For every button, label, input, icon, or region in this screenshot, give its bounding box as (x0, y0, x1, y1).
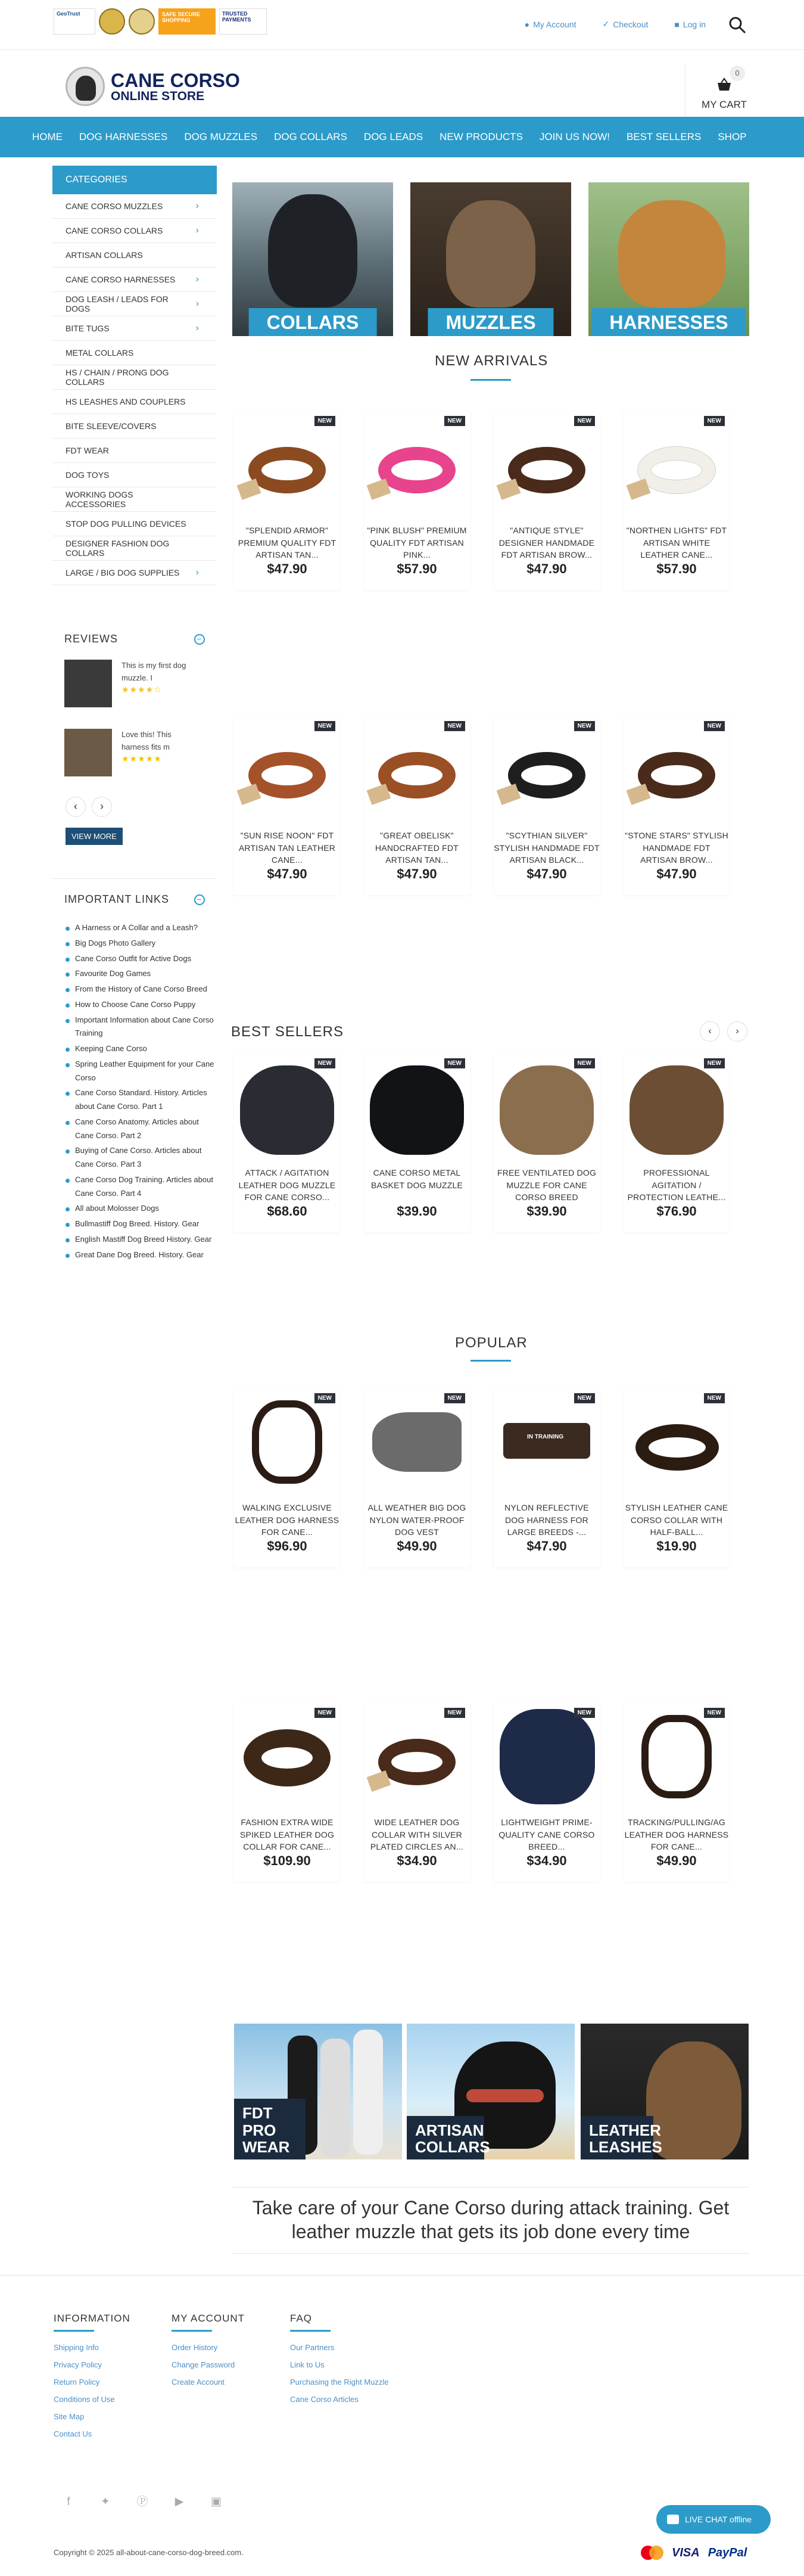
title-underline (290, 2330, 331, 2332)
product-price: $47.90 (526, 866, 567, 881)
product-price: $57.90 (397, 561, 437, 576)
next-arrow-icon[interactable]: › (727, 1021, 747, 1042)
product-image[interactable] (234, 411, 340, 517)
rating-stars: ★★★★☆ (121, 684, 162, 694)
search-icon[interactable] (728, 15, 747, 35)
important-link[interactable]: Cane Corso Dog Training. Articles about Cane Corso. Part 4 (66, 1173, 217, 1201)
product-card[interactable] (494, 1054, 600, 1232)
footer-link[interactable]: Contact Us (54, 2429, 92, 2438)
banner-label: MUZZLES (428, 308, 553, 336)
product-name[interactable]: FASHION EXTRA WIDE SPIKED LEATHER DOG COLLAR FOR CANE... (239, 1817, 335, 1852)
new-badge: NEW (574, 1393, 595, 1403)
mastercard-icon (641, 2546, 663, 2560)
product-image[interactable] (494, 411, 600, 517)
product-image[interactable] (494, 1054, 600, 1160)
category-item[interactable] (52, 365, 217, 390)
product-name[interactable]: STYLISH LEATHER CANE CORSO COLLAR WITH HALF-BALL... (625, 1503, 728, 1537)
product-name[interactable]: "STONE STARS" STYLISH HANDMADE FDT ARTISAN BROW... (625, 831, 728, 865)
important-link[interactable]: Buying of Cane Corso. Articles about Cane Corso. Part 3 (66, 1144, 217, 1172)
product-image[interactable] (364, 716, 470, 822)
product-image[interactable] (494, 1388, 600, 1494)
important-link[interactable]: Great Dane Dog Breed. History. Gear (66, 1248, 217, 1262)
main-nav (0, 117, 804, 157)
product-price: $34.90 (526, 1853, 567, 1868)
paypal-logo: PayPal (708, 2546, 747, 2559)
important-links-section (52, 878, 217, 1261)
title-underline (54, 2330, 94, 2332)
product-name[interactable]: NYLON REFLECTIVE DOG HARNESS FOR LARGE BREEDS -... (504, 1503, 589, 1537)
chevron-right-icon[interactable]: › (195, 225, 199, 235)
product-card[interactable] (624, 411, 730, 590)
product-card[interactable] (494, 1388, 600, 1567)
nav-dog-harnesses[interactable]: DOG HARNESSES (79, 131, 168, 142)
banner-label: COLLARS (249, 308, 377, 336)
category-item[interactable] (52, 439, 217, 463)
category-item[interactable] (52, 316, 217, 341)
best-sellers-arrows (700, 1021, 747, 1042)
category-item[interactable] (52, 194, 217, 219)
basket-icon (716, 77, 732, 92)
important-link[interactable]: From the History of Cane Corso Breed (66, 983, 217, 996)
logo-subtitle: ONLINE STORE (111, 89, 205, 103)
product-price: $47.90 (656, 866, 697, 881)
footer-column-title: MY ACCOUNT (172, 2313, 245, 2324)
product-image[interactable] (364, 1388, 470, 1494)
new-badge: NEW (314, 1393, 335, 1403)
title-underline (470, 1360, 511, 1362)
product-price: $39.90 (526, 1204, 567, 1219)
product-card[interactable] (234, 1703, 340, 1882)
promo-label: ARTISAN COLLARS (407, 2116, 484, 2159)
product-price: $68.60 (267, 1204, 307, 1219)
product-name[interactable]: "PINK BLUSH" PREMIUM QUALITY FDT ARTISAN PINK... (367, 526, 467, 560)
category-item[interactable] (52, 390, 217, 414)
category-item[interactable] (52, 463, 217, 487)
product-name[interactable]: PROFESSIONAL AGITATION / PROTECTION LEATHE... (627, 1168, 726, 1202)
category-item[interactable] (52, 292, 217, 316)
vest-label: IN TRAINING (527, 1434, 564, 1440)
copyright-text: Copyright © 2025 all-about-cane-corso-dog-breed.com. (54, 2548, 244, 2557)
promo-leather-leashes[interactable] (581, 2024, 749, 2159)
footer-faq (290, 2313, 388, 2408)
product-name[interactable]: "SUN RISE NOON" FDT ARTISAN TAN LEATHER CANE... (238, 831, 336, 865)
category-label: FDT WEAR (66, 445, 109, 455)
footer-link[interactable]: Site Map (54, 2412, 85, 2421)
new-badge: NEW (444, 1393, 465, 1403)
youtube-icon[interactable]: ▶ (174, 2496, 184, 2508)
social-links (62, 2496, 223, 2509)
product-name[interactable]: ATTACK / AGITATION LEATHER DOG MUZZLE FOR CANE CORSO... (238, 1168, 336, 1202)
product-price: $49.90 (397, 1539, 437, 1553)
nav-home[interactable]: HOME (32, 131, 63, 142)
product-name[interactable]: "ANTIQUE STYLE" DESIGNER HANDMADE FDT ARTISAN BROW... (498, 526, 595, 560)
instagram-icon[interactable]: ▣ (211, 2496, 222, 2508)
product-card[interactable] (364, 1054, 470, 1232)
product-card[interactable] (624, 1388, 730, 1567)
product-image[interactable] (234, 1054, 340, 1160)
login-link[interactable] (674, 19, 706, 29)
sidebar (52, 166, 217, 1263)
category-label: CANE CORSO COLLARS (66, 225, 163, 235)
footer-link[interactable]: Return Policy (54, 2378, 100, 2387)
footer-link[interactable]: Create Account (172, 2378, 225, 2387)
important-link[interactable]: Cane Corso Outfit for Active Dogs (66, 952, 217, 966)
banner-label: HARNESSES (591, 308, 746, 336)
product-price: $47.90 (267, 561, 307, 576)
new-badge: NEW (314, 1708, 335, 1718)
product-card[interactable] (364, 1388, 470, 1567)
category-label: HS / CHAIN / PRONG DOG COLLARS (66, 367, 169, 387)
top-bar (0, 0, 804, 50)
product-name[interactable]: TRACKING/PULLING/AG LEATHER DOG HARNESS FOR CANE... (624, 1817, 729, 1852)
new-badge: NEW (314, 721, 335, 731)
new-badge: NEW (444, 1708, 465, 1718)
chevron-right-icon[interactable]: › (195, 567, 199, 577)
new-badge: NEW (444, 1058, 465, 1068)
footer-link[interactable]: Conditions of Use (54, 2395, 115, 2404)
nav-join-us[interactable]: JOIN US NOW! (539, 131, 610, 142)
review-item[interactable] (52, 729, 217, 776)
important-link[interactable]: Cane Corso Standard. History. Articles about Cane Corso. Part 1 (66, 1086, 217, 1114)
product-price: $19.90 (656, 1539, 697, 1553)
category-item[interactable] (52, 414, 217, 439)
chevron-right-icon[interactable]: › (195, 322, 199, 333)
product-card[interactable] (494, 1703, 600, 1882)
product-image[interactable] (494, 716, 600, 822)
footer-information (54, 2313, 130, 2443)
my-account-link[interactable] (525, 19, 576, 29)
nav-new-products[interactable]: NEW PRODUCTS (440, 131, 523, 142)
login-label: Log in (683, 19, 706, 29)
footer-column-title: FAQ (290, 2313, 313, 2324)
chevron-right-icon[interactable]: › (195, 274, 199, 284)
cart-widget[interactable] (685, 66, 762, 117)
prev-arrow-icon[interactable]: ‹ (700, 1021, 720, 1042)
payment-logos (641, 2546, 747, 2560)
product-price: $109.90 (263, 1853, 311, 1868)
product-image[interactable] (624, 1388, 730, 1494)
review-item[interactable] (52, 660, 217, 707)
new-badge: NEW (704, 1393, 725, 1403)
new-badge: NEW (704, 416, 725, 426)
new-badge: NEW (704, 721, 725, 731)
category-banners (232, 182, 749, 336)
product-name[interactable]: "GREAT OBELISK" HANDCRAFTED FDT ARTISAN TAN... (375, 831, 459, 865)
product-card[interactable] (364, 411, 470, 590)
product-price: $96.90 (267, 1539, 307, 1553)
collapse-icon[interactable]: − (194, 634, 205, 645)
chevron-right-icon[interactable]: › (195, 200, 199, 211)
category-item[interactable] (52, 561, 217, 585)
category-label: ARTISAN COLLARS (66, 250, 143, 260)
new-arrivals-title: NEW ARRIVALS (435, 353, 549, 369)
product-card[interactable] (234, 1388, 340, 1567)
category-item[interactable] (52, 243, 217, 268)
product-card[interactable] (494, 716, 600, 895)
important-links-list (52, 921, 217, 1261)
safe-shopping-badge: SAFE SECURE SHOPPING (158, 8, 216, 35)
important-link[interactable]: Important Information about Cane Corso Training (66, 1014, 217, 1041)
promo-fdt-pro-wear[interactable] (234, 2024, 402, 2159)
geotrust-badge: GeoTrust (54, 8, 95, 35)
product-image[interactable] (624, 716, 730, 822)
footer-link[interactable]: Change Password (172, 2360, 235, 2369)
facebook-icon[interactable]: f (67, 2496, 70, 2508)
new-badge: NEW (314, 1058, 335, 1068)
important-link[interactable]: Spring Leather Equipment for your Cane Corso (66, 1058, 217, 1085)
my-account-label: My Account (533, 19, 576, 29)
new-badge: NEW (574, 416, 595, 426)
nav-best-sellers[interactable]: BEST SELLERS (626, 131, 702, 142)
nav-shop[interactable]: SHOP (718, 131, 747, 142)
dog-logo-icon (66, 67, 105, 106)
category-item[interactable] (52, 219, 217, 243)
product-name[interactable]: "SPLENDID ARMOR" PREMIUM QUALITY FDT ARTISAN TAN... (238, 526, 336, 560)
important-link[interactable]: English Mastiff Dog Breed History. Gear (66, 1233, 217, 1247)
important-link[interactable]: Keeping Cane Corso (66, 1042, 217, 1056)
important-link[interactable]: Big Dogs Photo Gallery (66, 937, 217, 950)
product-image[interactable] (624, 1703, 730, 1809)
reviews-section (52, 633, 217, 845)
lock-icon: ■ (674, 19, 680, 29)
product-name[interactable]: FREE VENTILATED DOG MUZZLE FOR CANE CORSO BREED (497, 1168, 597, 1202)
category-label: HS LEASHES AND COUPLERS (66, 396, 186, 406)
product-card[interactable] (624, 1054, 730, 1232)
seal-badge (99, 8, 125, 35)
seal-badge-2 (129, 8, 155, 35)
footer-link[interactable]: Order History (172, 2343, 218, 2352)
nav-dog-collars[interactable]: DOG COLLARS (274, 131, 347, 142)
trusted-payments-badge: TRUSTED PAYMENTS (219, 8, 267, 35)
important-link[interactable]: Favourite Dog Games (66, 967, 217, 981)
category-label: CANE CORSO HARNESSES (66, 274, 176, 284)
cart-label: MY CART (702, 99, 747, 110)
product-card[interactable] (234, 1054, 340, 1232)
product-card[interactable] (624, 716, 730, 895)
category-label: DOG TOYS (66, 470, 110, 480)
categories-header: CATEGORIES (52, 166, 217, 194)
product-price: $34.90 (397, 1853, 437, 1868)
promo-label: LEATHER LEASHES (581, 2116, 653, 2159)
footer-my-account (172, 2313, 245, 2391)
important-link[interactable]: All about Molosser Dogs (66, 1202, 217, 1216)
checkout-link[interactable] (602, 19, 648, 29)
product-image[interactable] (234, 1703, 340, 1809)
new-badge: NEW (574, 1708, 595, 1718)
review-text: Love this! This harness fits m (121, 730, 172, 751)
new-badge: NEW (314, 416, 335, 426)
user-icon: ● (524, 19, 530, 29)
trust-badges (54, 8, 267, 35)
review-text: This is my first dog muzzle. I (121, 661, 186, 682)
new-badge: NEW (574, 1058, 595, 1068)
category-label: DESIGNER FASHION DOG COLLARS (66, 538, 170, 558)
important-link[interactable]: Bullmastiff Dog Breed. History. Gear (66, 1217, 217, 1231)
product-name[interactable]: ALL WEATHER BIG DOG NYLON WATER-PROOF DOG VEST (367, 1503, 466, 1537)
category-label: BITE SLEEVE/COVERS (66, 421, 157, 431)
important-link[interactable]: How to Choose Cane Corso Puppy (66, 998, 217, 1012)
muzzles-banner[interactable] (410, 182, 571, 336)
new-badge: NEW (574, 721, 595, 731)
nav-dog-muzzles[interactable]: DOG MUZZLES (184, 131, 258, 142)
product-image[interactable] (234, 1388, 340, 1494)
product-price: $47.90 (267, 866, 307, 881)
product-image[interactable] (364, 1054, 470, 1160)
product-price: $49.90 (656, 1853, 697, 1868)
prev-arrow-icon[interactable]: ‹ (66, 797, 86, 817)
best-sellers-title: BEST SELLERS (231, 1024, 344, 1040)
live-chat-button[interactable] (656, 2505, 771, 2534)
footer-link[interactable]: Our Partners (290, 2343, 335, 2352)
category-label: WORKING DOGS ACCESSORIES (66, 489, 133, 509)
twitter-icon[interactable]: ✦ (101, 2496, 110, 2508)
product-image[interactable] (364, 1703, 470, 1809)
new-badge: NEW (444, 721, 465, 731)
footer-link[interactable]: Link to Us (290, 2360, 325, 2369)
category-label: METAL COLLARS (66, 347, 134, 358)
reviews-title: REVIEWS (64, 633, 119, 645)
category-item[interactable] (52, 268, 217, 292)
product-name[interactable]: "SCYTHIAN SILVER" STYLISH HANDMADE FDT ARTISAN BLACK... (494, 831, 600, 865)
visa-logo: VISA (672, 2546, 700, 2559)
live-chat-label: LIVE CHAT offline (685, 2515, 752, 2524)
review-thumbnail (64, 660, 112, 707)
product-card[interactable] (364, 1703, 470, 1882)
product-price: $76.90 (656, 1204, 697, 1219)
product-card[interactable] (234, 716, 340, 895)
important-link[interactable]: Cane Corso Anatomy. Articles about Cane Corso. Part 2 (66, 1115, 217, 1143)
category-item[interactable] (52, 341, 217, 365)
category-label: BITE TUGS (66, 323, 110, 333)
category-label: DOG LEASH / LEADS FOR DOGS (66, 294, 169, 313)
view-more-button[interactable]: VIEW MORE (66, 828, 123, 845)
new-badge: NEW (704, 1708, 725, 1718)
product-price: $47.90 (526, 1539, 567, 1553)
promo-label: FDT PRO WEAR (234, 2099, 306, 2159)
category-list (52, 194, 217, 585)
chevron-right-icon[interactable]: › (195, 298, 199, 309)
product-image[interactable] (364, 411, 470, 517)
account-links (525, 19, 706, 29)
product-image[interactable] (624, 1054, 730, 1160)
product-price: $47.90 (397, 866, 437, 881)
footer-column-title: INFORMATION (54, 2313, 130, 2324)
product-image[interactable] (234, 716, 340, 822)
next-arrow-icon[interactable]: › (92, 797, 112, 817)
title-underline (470, 379, 511, 381)
product-name[interactable]: WIDE LEATHER DOG COLLAR WITH SILVER PLATED CIRCLES AN... (370, 1817, 464, 1852)
rating-stars: ★★★★★ (121, 753, 162, 763)
site-logo[interactable] (66, 67, 240, 106)
category-label: CANE CORSO MUZZLES (66, 201, 163, 211)
logo-title: CANE CORSO (111, 69, 240, 91)
harnesses-banner[interactable] (588, 182, 749, 336)
product-card[interactable] (624, 1703, 730, 1882)
important-link[interactable]: A Harness or A Collar and a Leash? (66, 921, 217, 935)
check-icon: ✓ (602, 19, 610, 29)
category-label: STOP DOG PULLING DEVICES (66, 518, 186, 529)
category-item[interactable] (52, 512, 217, 536)
tagline-text: Take care of your Cane Corso during attack training. Get leather muzzle that gets its job done every time (232, 2187, 749, 2254)
category-item[interactable] (52, 487, 217, 512)
footer-link[interactable]: Purchasing the Right Muzzle (290, 2378, 389, 2387)
product-card[interactable] (494, 411, 600, 590)
cart-count-badge: 0 (730, 66, 745, 81)
category-label: LARGE / BIG DOG SUPPLIES (66, 567, 180, 577)
product-name[interactable]: "NORTHEN LIGHTS" FDT ARTISAN WHITE LEATHER CANE... (626, 526, 727, 560)
product-name[interactable]: WALKING EXCLUSIVE LEATHER DOG HARNESS FOR CANE... (235, 1503, 339, 1537)
checkout-label: Checkout (613, 19, 649, 29)
nav-dog-leads[interactable]: DOG LEADS (363, 131, 423, 142)
collapse-icon[interactable]: − (194, 894, 205, 905)
review-thumbnail (64, 729, 112, 776)
footer-link[interactable]: Shipping Info (54, 2343, 99, 2352)
product-price: $57.90 (656, 561, 697, 576)
footer-link[interactable]: Cane Corso Articles (290, 2395, 359, 2404)
product-price: $47.90 (526, 561, 567, 576)
popular-title: POPULAR (455, 1335, 528, 1351)
product-name[interactable]: LIGHTWEIGHT PRIME-QUALITY CANE CORSO BREED... (498, 1817, 595, 1852)
new-badge: NEW (444, 416, 465, 426)
pinterest-icon[interactable]: Ⓟ (136, 2496, 148, 2508)
important-links-title: IMPORTANT LINKS (64, 893, 170, 905)
promo-artisan-collars[interactable] (407, 2024, 575, 2159)
product-card[interactable] (364, 716, 470, 895)
product-price: $39.90 (397, 1204, 437, 1219)
footer-link[interactable]: Privacy Policy (54, 2360, 102, 2369)
product-image[interactable] (494, 1703, 600, 1809)
title-underline (172, 2330, 212, 2332)
product-name[interactable]: CANE CORSO METAL BASKET DOG MUZZLE (370, 1168, 463, 1190)
collars-banner[interactable] (232, 182, 393, 336)
new-badge: NEW (704, 1058, 725, 1068)
chat-bubble-icon (667, 2515, 679, 2524)
category-item[interactable] (52, 536, 217, 561)
product-image[interactable] (624, 411, 730, 517)
product-card[interactable] (234, 411, 340, 590)
